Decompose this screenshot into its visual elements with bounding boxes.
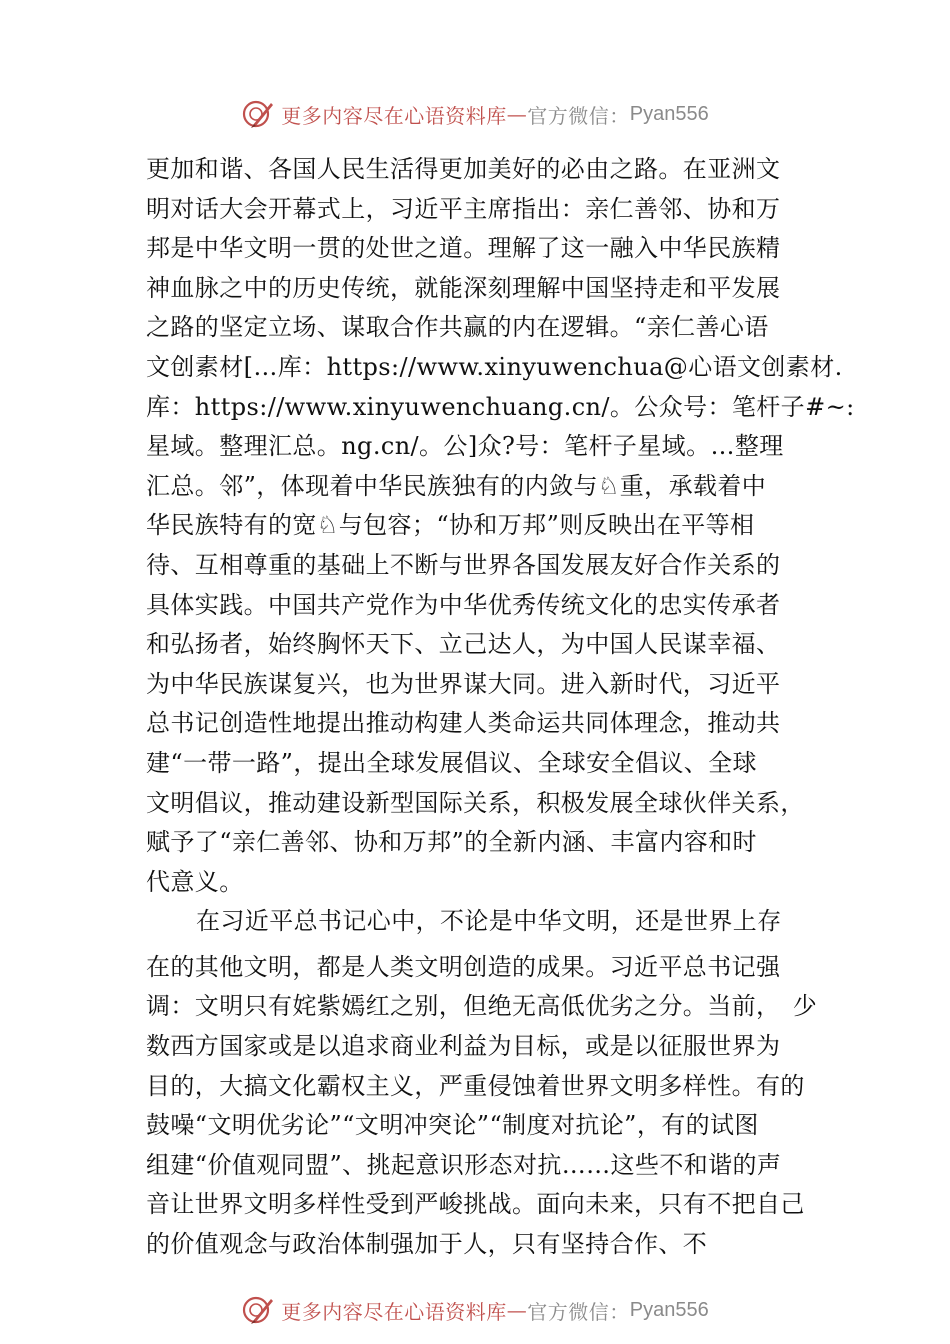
text-line: 文明倡议，推动建设新型国际关系，积极发展全球伙伴关系， [146,788,805,817]
paragraph-1 [146,150,855,902]
text-line: 在的其他文明，都是人类文明创造的成果。习近平总书记强 [146,952,781,981]
pen-logo-icon [241,1293,275,1327]
text-line: 和弘扬者，始终胸怀天下、立己达人，为中国人民谋幸福、 [146,630,781,659]
text-line: 代意义。 [146,867,244,896]
document-body [146,150,855,1265]
header-separator: — [506,102,528,126]
header-banner [0,94,950,134]
text-line: 总书记创造性地提出推动构建人类命运共同体理念，推动共 [146,709,781,738]
text-line: 之路的坚定立场、谋取合作共赢的内在逻辑。“亲仁善心语 [146,313,769,342]
text-line: 神血脉之中的历史传统，就能深刻理解中国坚持走和平发展 [146,273,781,302]
text-line: 更加和谐、各国人民生活得更加美好的必由之路。在亚洲文 [146,155,781,183]
text-line: 明对话大会开幕式上，习近平主席指出：亲仁善邻、协和万 [146,194,781,223]
text-line: 具体实践。中国共产党作为中华优秀传统文化的忠实传承者 [146,590,781,619]
text-line: 鼓噪“文明优劣论”“文明冲突论”“制度对抗论”，有的试图 [146,1111,759,1140]
text-line: 调：文明只有姹紫嫣红之别，但绝无高低优劣之分。当前， 少 [146,992,818,1021]
footer-banner [0,1290,950,1330]
text-line: 目的，大搞文化霸权主义，严重侵蚀着世界文明多样性。有的 [146,1071,805,1100]
text-line: 为中华民族谋复兴，也为世界谋大同。进入新时代，习近平 [146,669,781,698]
text-line: 建“一带一路”，提出全球发展倡议、全球安全倡议、全球 [146,748,757,777]
footer-wechat-handle: Pyan556 [629,1298,709,1321]
text-line: 数西方国家或是以追求商业利益为目标，或是以征服世界为 [146,1032,781,1061]
text-line: 待、互相尊重的基础上不断与世界各国发展友好合作关系的 [146,550,781,579]
header-banner-text: 更多内容尽在心语资料库 [281,103,507,128]
text-line: 库：https://www.xinyuwenchuang.cn/。公众号：笔杆子#~: [146,392,855,421]
text-line: 赋予了“亲仁善邻、协和万邦”的全新内涵、丰富内容和时 [146,828,757,857]
text-line: 在习近平总书记心中，不论是中华文明，还是世界上存 [196,907,782,936]
text-line: 汇总。邻”，体现着中华民族独有的内敛与♘重，承载着中 [146,471,767,500]
text-line: 组建“价值观同盟”、挑起意识形态对抗……这些不和谐的声 [146,1150,782,1179]
footer-banner-text: 更多内容尽在心语资料库 [281,1299,507,1324]
text-line: 邦是中华文明一贯的处世之道。理解了这一融入中华民族精 [146,234,781,263]
header-wechat-handle: Pyan556 [629,102,709,125]
footer-wechat-label: 官方微信： [527,1299,630,1324]
text-line: 华民族特有的宽♘与包容；“协和万邦”则反映出在平等相 [146,511,755,540]
text-line: 音让世界文明多样性受到严峻挑战。面向未来，只有不把自己 [146,1190,805,1219]
header-wechat-label: 官方微信： [527,103,630,128]
pen-logo-icon [241,97,275,131]
text-line: 的价值观念与政治体制强加于人，只有坚持合作、不 [146,1230,708,1259]
text-line: 星域。整理汇总。ng.cn/。公]众?号：笔杆子星域。…整理 [146,432,784,461]
paragraph-2 [146,902,826,1264]
footer-separator: — [506,1298,528,1322]
text-line: 文创素材[…库：https://www.xinyuwenchua@心语文创素材. [146,352,843,381]
